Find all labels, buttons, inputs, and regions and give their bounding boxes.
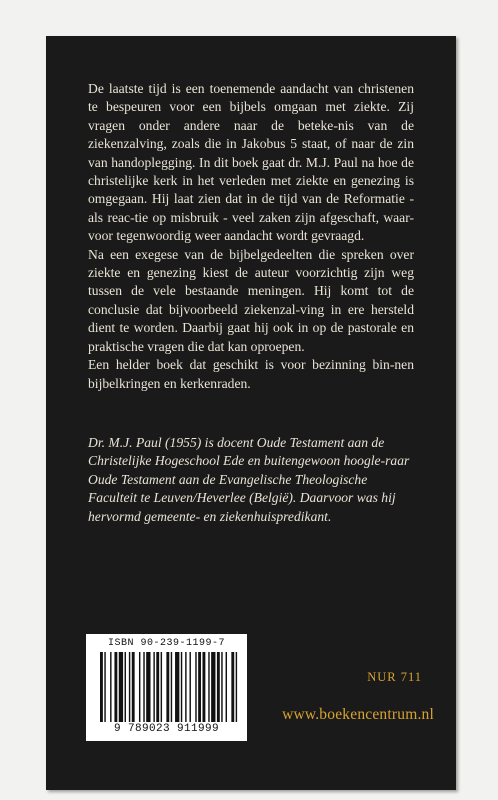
barcode-bar — [139, 652, 140, 722]
barcode-bar — [189, 652, 190, 722]
blurb-paragraph-3: Een helder boek dat geschikt is voor bezinning bin-nen bijbelkringen en kerkenraden. — [88, 357, 414, 391]
barcode-bar — [153, 652, 154, 722]
barcode-bar — [119, 652, 123, 722]
book-back-cover — [46, 36, 456, 790]
blurb-paragraph-1: De laatste tijd is een toenemende aandacht van christenen te bespeuren voor een bijbels omgaan met ziekte. Zij vragen onder andere naar de beteke-nis van de ziekenzalving, zoals die in Jakobus 5 staat, of naar de zin van handoplegging. In dit boek gaat dr. M.J. Paul na hoe de christelijke kerk in het verleden met ziekte en genezing is omgegaan. Hij laat zien dat in de tijd van de Reformatie - als reac-tie op misbruik - veel zaken zijn afgeschaft, waar-voor tegenwoordig weer aandacht wordt gevraagd. — [88, 81, 414, 244]
barcode-bar — [181, 652, 182, 722]
barcode-label — [86, 634, 247, 741]
barcode-bar — [175, 652, 179, 722]
barcode-bar — [195, 652, 196, 722]
isbn-text: ISBN 90-239-1199-7 — [107, 638, 226, 649]
barcode-bar — [129, 652, 130, 722]
barcode-bar — [114, 652, 117, 722]
author-bio: Dr. M.J. Paul (1955) is docent Oude Testament aan de Christelijke Hogeschool Ede en buitengewoon hoogle-raar Oude Testament aan de Evangelische Theologische Faculteit te Leuven/Heverlee (België). Daarvoor was hij hervormd gemeente- en ziekenhuispredikant. — [88, 435, 410, 524]
barcode-bar — [100, 652, 103, 722]
barcode-bar — [110, 652, 111, 722]
barcode-bar — [217, 652, 220, 722]
barcode-bar — [146, 652, 150, 722]
barcode-bar — [236, 652, 237, 722]
barcode-bar — [125, 652, 126, 722]
barcode-bar — [171, 652, 172, 722]
barcode-bar — [198, 652, 201, 722]
barcode-bar — [185, 652, 186, 722]
blurb-text — [88, 80, 414, 393]
nur-code: NUR 711 — [367, 670, 422, 684]
barcode-bar — [226, 652, 227, 722]
blurb-paragraph-2: Na een exegese van de bijbelgedeelten die spreken over ziekte en genezing kiest de auteur voorzichtig zijn weg tussen de vele bestaande meningen. Hij komt tot de conclusie dat bijvoorbeeld ziekenzal-ving in ere hersteld dient te worden. Daarbij gaat hij ook in op de pastorale en praktische vragen die dat kan oproepen. — [88, 246, 414, 354]
barcode-bar — [211, 652, 215, 722]
barcode-bar — [156, 652, 159, 722]
barcode-bars — [100, 652, 240, 722]
barcode-bar — [202, 652, 205, 722]
publisher-website: www.boekencentrum.nl — [282, 706, 434, 723]
barcode-bar — [208, 652, 209, 722]
barcode-number: 9 789023 911999 — [113, 723, 220, 735]
barcode-bar — [161, 652, 162, 722]
barcode-bar — [132, 652, 135, 722]
barcode-bar — [221, 652, 222, 722]
barcode-bar — [143, 652, 144, 722]
barcode-bar — [104, 652, 105, 722]
barcode-bar — [231, 652, 234, 722]
barcode-bar — [166, 652, 169, 722]
